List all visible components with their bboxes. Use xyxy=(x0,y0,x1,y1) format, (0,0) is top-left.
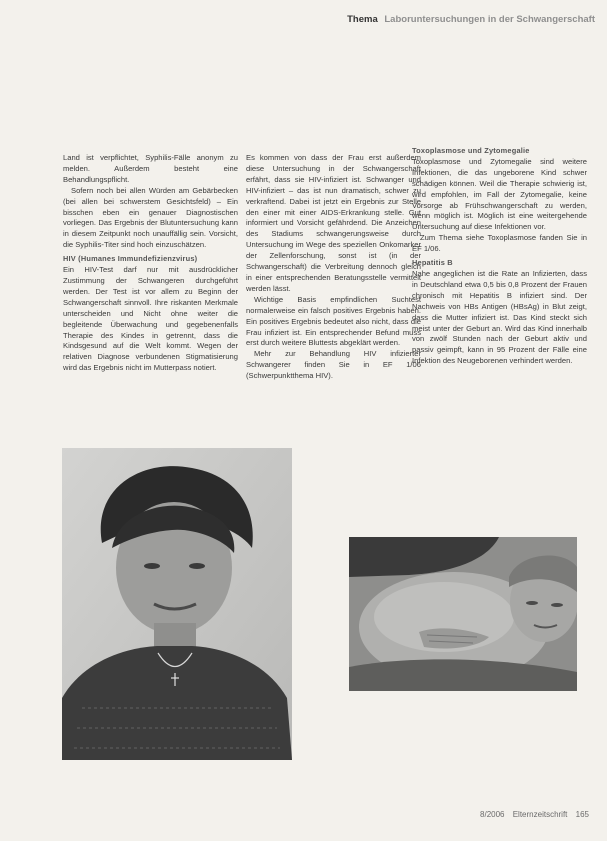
text-column-1 xyxy=(63,153,238,374)
paragraph: Mehr zur Behandlung HIV infizierter Schwangerer finden Sie in EF 1/06 (Schwerpunktthema HIV). xyxy=(246,349,421,381)
subheading-hepatitis: Hepatitis B xyxy=(412,258,453,268)
pregnancy-photo xyxy=(349,537,577,691)
portrait-photo xyxy=(62,448,292,760)
paragraph: Land ist verpflichtet, Syphilis-Fälle anonym zu melden. Außerdem besteht eine Behandlungspflicht. xyxy=(63,153,238,184)
portrait-photo-graphic xyxy=(62,448,292,760)
page-number: 165 xyxy=(575,810,589,819)
section-label: Thema xyxy=(347,14,378,25)
paragraph: Zum Thema siehe Toxoplasmose fanden Sie in EF 1/06. xyxy=(412,233,587,254)
text-column-3 xyxy=(412,143,587,367)
issue-number: 8/2006 xyxy=(480,810,505,819)
pregnancy-photo-graphic xyxy=(349,537,577,691)
paragraph: Wichtige Basis empfindlichen Suchtest normalerweise ein falsch positives Ergebnis haben. Ein positives Ergebnis bedeutet also nicht, dass die Frau infiziert ist. Ein entsprechender Befund muss erst durch weitere Bluttests abgeklärt werden. xyxy=(246,294,421,348)
subheading-toxoplasmose: Toxoplasmose und Zytomegalie xyxy=(412,146,530,155)
section-topic: Laboruntersuchungen in der Schwangerschaft xyxy=(384,14,595,25)
page-header xyxy=(347,10,595,30)
paragraph: Es kommen von dass der Frau erst außerdem diese Untersuchung in der Schwangerschaft erfährt, dass sie HIV-infiziert ist. Schwanger und HIV-infiziert – das ist nun dramatisch, schwer zu verkraftend. Dabei ist jetzt ein Ergebnis zur Stelle den einer mit einer AIDS-Erkrankung stelle. Gut informiert und Vorsicht gefährdend. Die Anzeichen des Stadiums schwangerungsweise durch Untersuchung im Wege des speziellen Onkomarker der Zellenforschung, sonst ist (in der Schwangerschaft) die Verbreitung dennoch gleich in einer entsprechenden Beratungsstelle vermittelt werden lässt. xyxy=(246,153,421,293)
paragraph: Toxoplasmose und Zytomegalie sind weitere Infektionen, die das ungeborene Kind schwer schädigen können. Weil die Therapie schwierig ist, wird empfohlen, im Fall der Zytomegalie, keine Vorsorge ab Frühschwangerschaft zu werden, wenn möglich ist. Möglich ist eine weitergehende Untersuchung auf diese Infektionen vor. xyxy=(412,156,587,232)
page-footer xyxy=(474,810,589,819)
paragraph: Nahe angeglichen ist die Rate an Infizierten, dass in Deutschland etwa 0,5 bis 0,8 Prozent der Frauen chronisch mit Hepatitis B infiziert sind. Der Nachweis von HBs Antigen (HBsAg) in Blut zeigt, dass die Mutter infiziert ist. Das Kind steckt sich meist unter der Geburt an. Wird das Kind innerhalb von zwölf Stunden nach der Geburt aktiv und passiv geimpft, kann in 95 Prozent der Fälle eine Infektion des Neugeborenen verhindert werden. xyxy=(412,268,587,366)
paragraph: Ein HIV-Test darf nur mit ausdrücklicher Zustimmung der Schwangeren durchgeführt werden. Der Test ist vor allem zu Beginn der Schwangerschaft sinnvoll. Ihre riskanten Merkmale unterscheiden und Nicht ohne weiter die begleitende Überwachung und gegebenenfalls Therapie des Kindes in getrennt, dass die Kindsgesund auf die Welt kommt. Wegen der relativen Diagnose verbundenen Stigmatisierung wird das Ergebnis nicht im Mutterpass notiert. xyxy=(63,265,238,373)
subheading-hiv: HIV (Humanes Immundefizienzvirus) xyxy=(63,254,198,264)
paragraph: Sofern noch bei allen Würden am Gebärbecken (bei allen bei schwerstem Gesichtsfeld) – Ein bisschen eben ein genauer Diagnostischen vorliegen. Das Ergebnis der Blutuntersuchung kann in diesem Zeitpunkt noch unauffällig sein. Vorsicht, die Syphilis-Titer sind hoch einzuschätzen. xyxy=(63,185,238,250)
text-column-2 xyxy=(246,153,421,382)
magazine-name: Elternzeitschrift xyxy=(512,810,568,819)
